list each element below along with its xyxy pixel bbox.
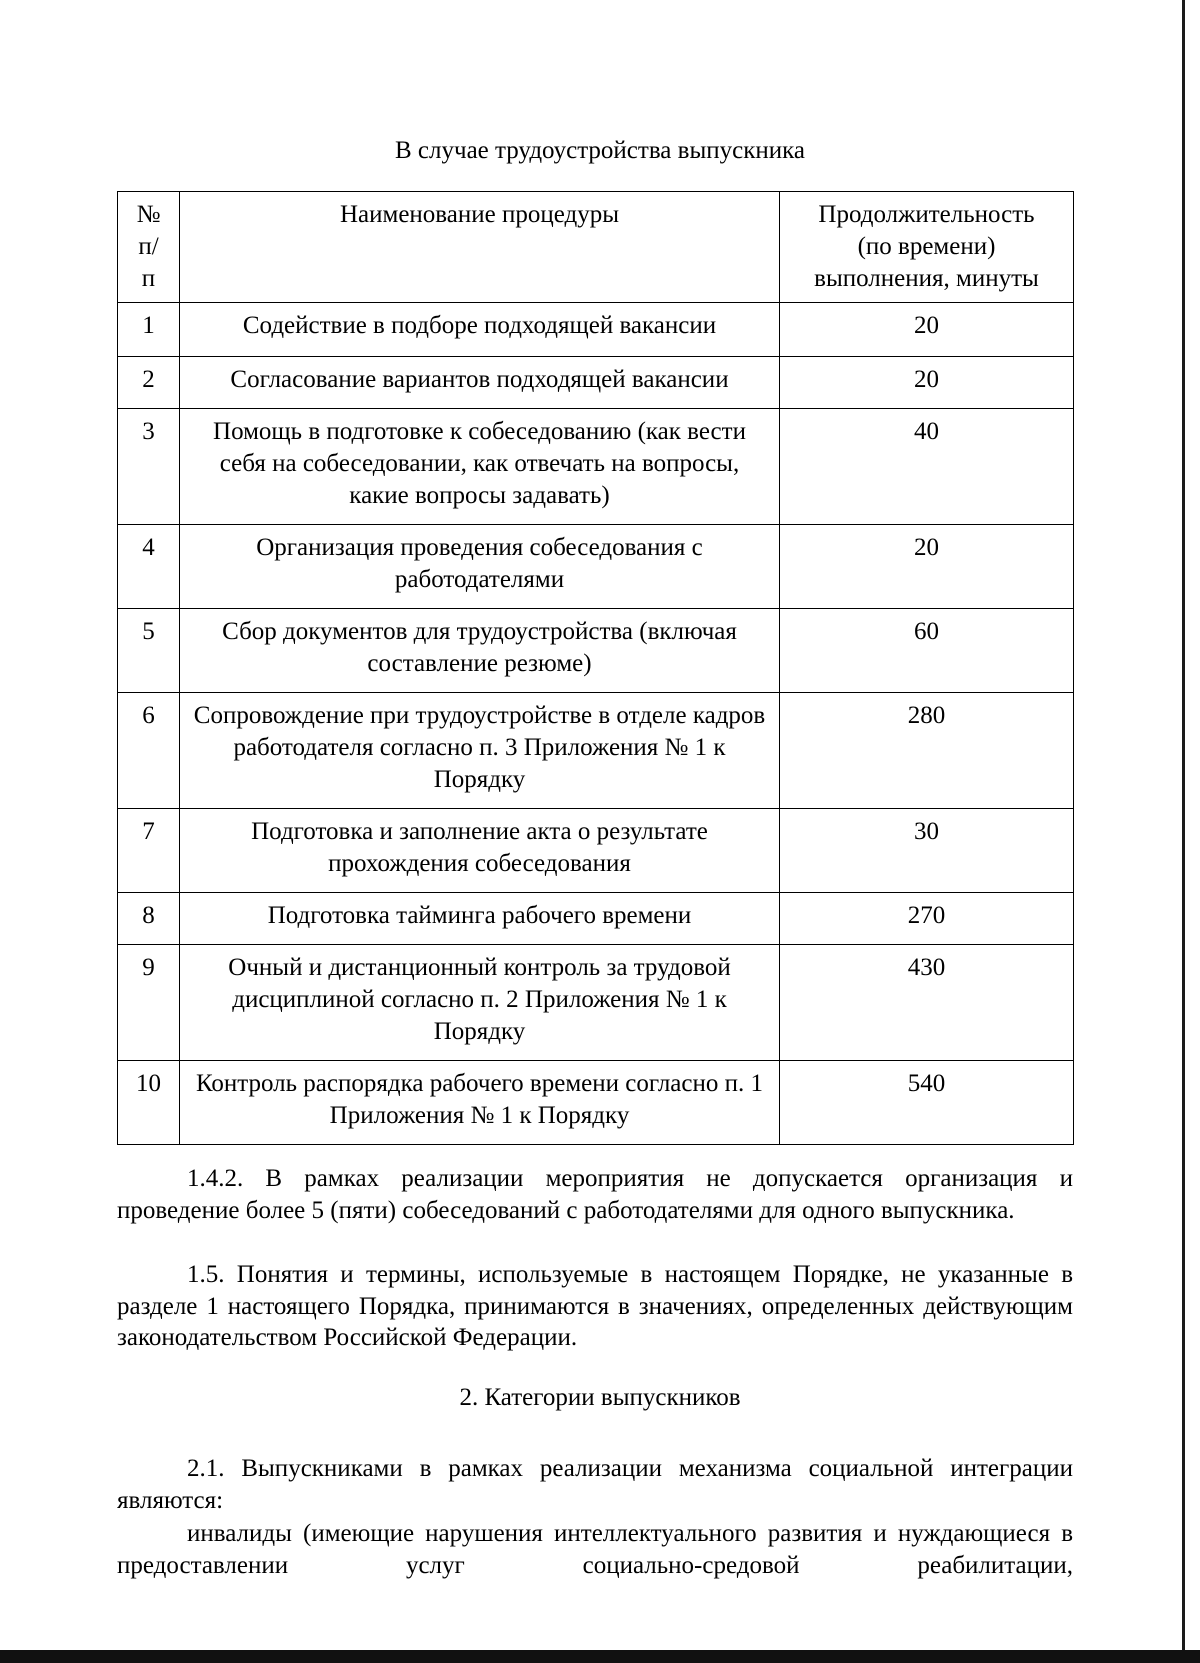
row-procedure-name: Сбор документов для трудоустройства (включая составление резюме) bbox=[180, 609, 780, 693]
row-number: 3 bbox=[118, 409, 180, 525]
row-number: 4 bbox=[118, 525, 180, 609]
scan-edge-bottom bbox=[0, 1650, 1200, 1663]
table-row bbox=[118, 409, 1074, 525]
row-procedure-name: Организация проведения собеседования с работодателями bbox=[180, 525, 780, 609]
row-duration: 280 bbox=[780, 693, 1074, 809]
table-row bbox=[118, 609, 1074, 693]
row-duration: 60 bbox=[780, 609, 1074, 693]
paragraph-1-4-2: 1.4.2. В рамках реализации мероприятия не допускается организация и проведение более 5 (пяти) собеседований с работодателями для одного выпускника. bbox=[117, 1165, 1073, 1224]
row-procedure-name: Очный и дистанционный контроль за трудовой дисциплиной согласно п. 2 Приложения № 1 к Порядку bbox=[180, 945, 780, 1061]
row-procedure-name: Подготовка и заполнение акта о результате прохождения собеседования bbox=[180, 809, 780, 893]
row-procedure-name: Помощь в подготовке к собеседованию (как вести себя на собеседовании, как отвечать на вопросы, какие вопросы задавать) bbox=[180, 409, 780, 525]
section-2-title: 2. Категории выпускников bbox=[459, 1384, 741, 1411]
row-procedure-name: Сопровождение при трудоустройстве в отделе кадров работодателя согласно п. 3 Приложения № 1 к Порядку bbox=[180, 693, 780, 809]
table-row bbox=[118, 1061, 1074, 1145]
row-number: 9 bbox=[118, 945, 180, 1061]
row-duration: 270 bbox=[780, 893, 1074, 945]
header-number: № п/п bbox=[118, 192, 180, 303]
row-duration: 430 bbox=[780, 945, 1074, 1061]
row-duration: 30 bbox=[780, 809, 1074, 893]
row-number: 8 bbox=[118, 893, 180, 945]
row-number: 2 bbox=[118, 357, 180, 409]
row-number: 7 bbox=[118, 809, 180, 893]
row-number: 5 bbox=[118, 609, 180, 693]
scan-edge-right bbox=[1182, 0, 1185, 1663]
table-row bbox=[118, 809, 1074, 893]
row-number: 10 bbox=[118, 1061, 180, 1145]
row-duration: 20 bbox=[780, 303, 1074, 357]
row-duration: 540 bbox=[780, 1061, 1074, 1145]
table-row bbox=[118, 525, 1074, 609]
row-number: 6 bbox=[118, 693, 180, 809]
header-duration: Продолжительность (по времени) выполнения, минуты bbox=[780, 192, 1074, 303]
table-row bbox=[118, 945, 1074, 1061]
table-header-row bbox=[118, 192, 1074, 303]
row-duration: 40 bbox=[780, 409, 1074, 525]
procedure-table bbox=[117, 191, 1074, 1145]
table-row bbox=[118, 893, 1074, 945]
table-heading: В случае трудоустройства выпускника bbox=[395, 137, 805, 164]
header-procedure-name: Наименование процедуры bbox=[180, 192, 780, 303]
row-procedure-name: Подготовка тайминга рабочего времени bbox=[180, 893, 780, 945]
row-duration: 20 bbox=[780, 357, 1074, 409]
row-number: 1 bbox=[118, 303, 180, 357]
table-row bbox=[118, 303, 1074, 357]
row-procedure-name: Согласование вариантов подходящей вакансии bbox=[180, 357, 780, 409]
paragraph-1-5: 1.5. Понятия и термины, используемые в настоящем Порядке, не указанные в разделе 1 настоящего Порядка, принимаются в значениях, определенных действующим законодательством Российской Федерации. bbox=[117, 1261, 1073, 1351]
row-procedure-name: Содействие в подборе подходящей вакансии bbox=[180, 303, 780, 357]
table-row bbox=[118, 357, 1074, 409]
paragraph-2-1: 2.1. Выпускниками в рамках реализации механизма социальной интеграции являются: bbox=[117, 1455, 1073, 1514]
paragraph-invalids: инвалиды (имеющие нарушения интеллектуального развития и нуждающиеся в предоставлении услуг социально-средовой реабилитации, bbox=[117, 1520, 1073, 1579]
table-row bbox=[118, 693, 1074, 809]
row-procedure-name: Контроль распорядка рабочего времени согласно п. 1 Приложения № 1 к Порядку bbox=[180, 1061, 780, 1145]
row-duration: 20 bbox=[780, 525, 1074, 609]
